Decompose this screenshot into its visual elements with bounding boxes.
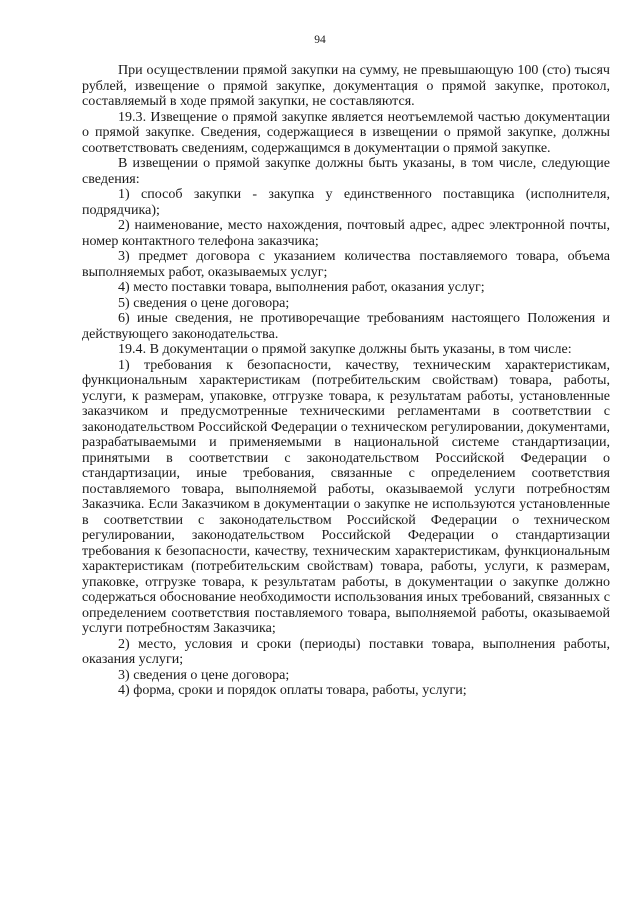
document-body (82, 63, 610, 699)
list-item-documentation-3: 3) сведения о цене договора; (118, 666, 290, 683)
list-item-documentation-2: 2) место, условия и сроки (периоды) поставки товара, выполнения работы, оказания услуги; (82, 635, 610, 667)
paragraph-19-4: 19.4. В документации о прямой закупке должны быть указаны, в том числе: (118, 341, 572, 357)
list-item-documentation-4: 4) форма, сроки и порядок оплаты товара, работы, услуги; (118, 682, 467, 698)
page-number: 94 (314, 34, 326, 46)
list-item-notice-6: 6) иные сведения, не противоречащие требованиям настоящего Положения и действующего законодательства. (82, 310, 610, 342)
paragraph-notice-contents-intro: В извещении о прямой закупке должны быть указаны, в том числе, следующие сведения: (82, 155, 610, 187)
list-item-notice-4: 4) место поставки товара, выполнения работ, оказания услуг; (118, 279, 485, 295)
paragraph-19-3: 19.3. Извещение о прямой закупке является неотъемлемой частью документации о прямой закупке. Сведения, содержащиеся в извещении о прямой закупке, должны соответствовать сведениям, содержащимся в документации о прямой закупке. (82, 108, 610, 156)
list-item-notice-5: 5) сведения о цене договора; (118, 294, 290, 311)
list-item-notice-1: 1) способ закупки - закупка у единственного поставщика (исполнителя, подрядчика); (82, 186, 610, 218)
list-item-documentation-1: 1) требования к безопасности, качеству, техническим характеристикам, функциональным характеристикам (потребительским свойствам) товара, работы, услуги, к размерам, упаковке, отгрузке товара, к результатам работы, установленные заказчиком и предусмотренные техническими регламентами в соответствии с законодательством Российской Федерации о техническом регулировании, документами, разрабатываемыми и применяемыми в национальной системе стандартизации, принятыми в соответствии с законодательством Российской Федерации о стандартизации, иные требования, связанные с определением соответствия поставляемого товара, выполняемой работы, оказываемой услуги потребностям Заказчика. Если Заказчиком в документации о закупке не используются установленные в соответствии с законодательством Российской Федерации о техническом регулировании, законодательством Российской Федерации о стандартизации требования к безопасности, качеству, техническим характеристикам, функциональным характеристикам (потребительским свойствам) товара, работы, услуги, к размерам, упаковке, отгрузке товара, к результатам работы, в документации о закупке должно содержаться обоснование необходимости использования иных требований, связанных с определением соответствия поставляемого товара, выполняемой работы, оказываемой услуги потребностям Заказчика; (82, 356, 610, 636)
list-item-notice-3: 3) предмет договора с указанием количества поставляемого товара, объема выполняемых работ, оказываемых услуг; (82, 248, 610, 280)
paragraph-direct-purchase-threshold: При осуществлении прямой закупки на сумму, не превышающую 100 (сто) тысяч рублей, извещение о прямой закупке, документация о прямой закупке, протокол, составляемый в ходе прямой закупки, не составляются. (82, 62, 610, 109)
list-item-notice-2: 2) наименование, место нахождения, почтовый адрес, адрес электронной почты, номер контактного телефона заказчика; (82, 217, 610, 249)
